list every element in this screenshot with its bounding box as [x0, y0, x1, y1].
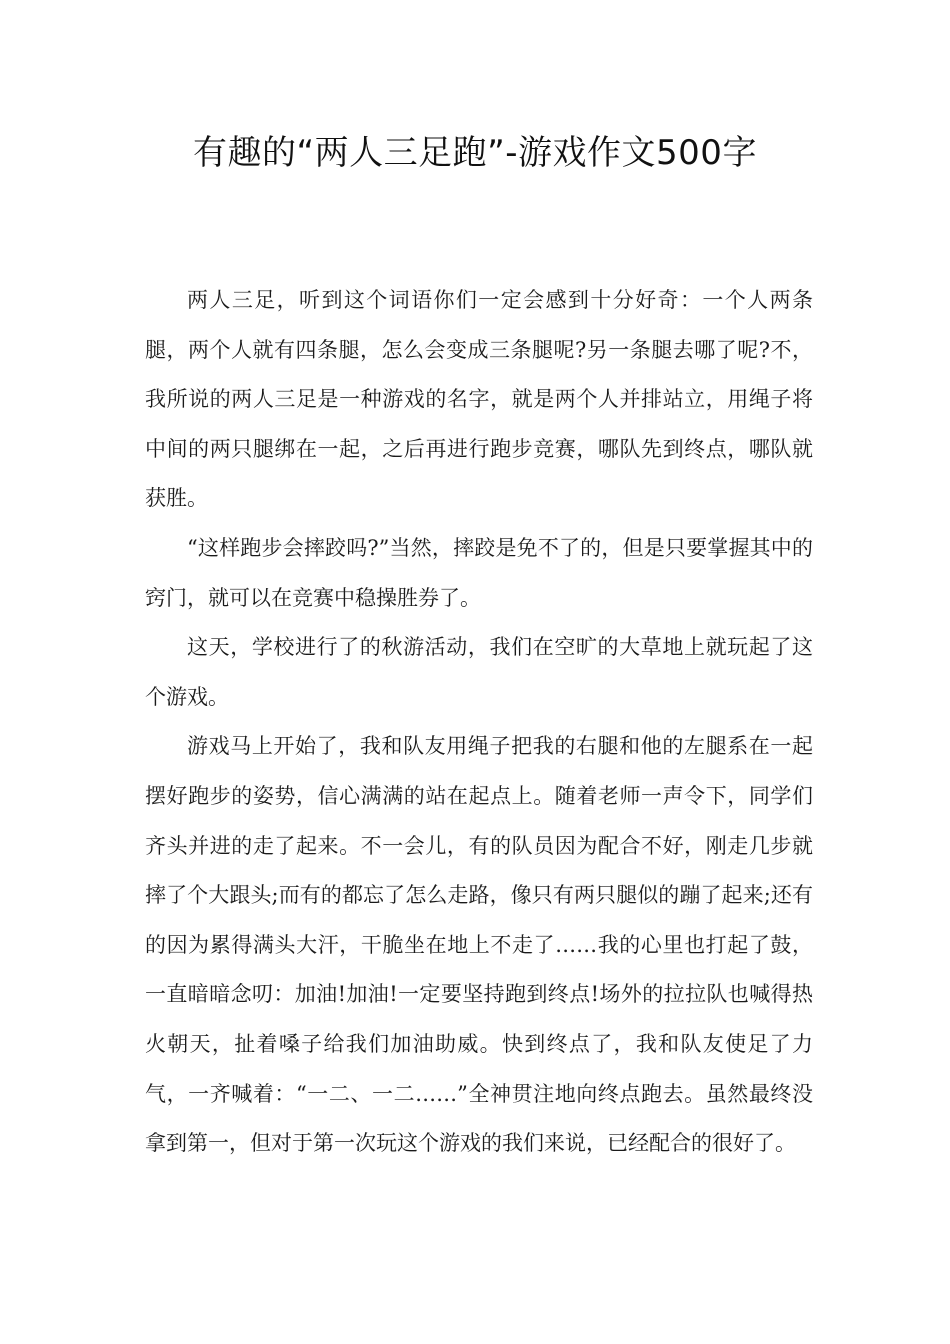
paragraph-4: 游戏马上开始了，我和队友用绳子把我的右腿和他的左腿系在一起摆好跑步的姿势，信心满满的站在起点上。随着老师一声令下，同学们齐头并进的走了起来。不一会儿，有的队员因为配合不好，刚走几步就摔了个大跟头;而有的都忘了怎么走路，像只有两只腿似的蹦了起来;还有的因为累得满头大汗，干脆坐在地上不走了……我的心里也打起了鼓，一直暗暗念叨：加油!加油!一定要坚持跑到终点!场外的拉拉队也喊得热火朝天，扯着嗓子给我们加油助威。快到终点了，我和队友使足了力气，一齐喊着：“一二、一二……”全神贯注地向终点跑去。虽然最终没拿到第一，但对于第一次玩这个游戏的我们来说，已经配合的很好了。: [145, 734, 813, 1156]
paragraph-2: “这样跑步会摔跤吗?”当然，摔跤是免不了的，但是只要掌握其中的窍门，就可以在竞赛中稳操胜券了。: [145, 535, 813, 610]
paragraph-3: 这天，学校进行了的秋游活动，我们在空旷的大草地上就玩起了这个游戏。: [145, 635, 813, 709]
document-title: 有趣的“两人三足跑”-游戏作文500字: [193, 133, 757, 173]
paragraph-1: 两人三足，听到这个词语你们一定会感到十分好奇：一个人两条腿，两个人就有四条腿，怎么会变成三条腿呢?另一条腿去哪了呢?不，我所说的两人三足是一种游戏的名字，就是两个人并排站立，用绳子将中间的两只腿绑在一起，之后再进行跑步竞赛，哪队先到终点，哪队就获胜。: [145, 288, 813, 511]
document-body: [145, 276, 813, 1169]
